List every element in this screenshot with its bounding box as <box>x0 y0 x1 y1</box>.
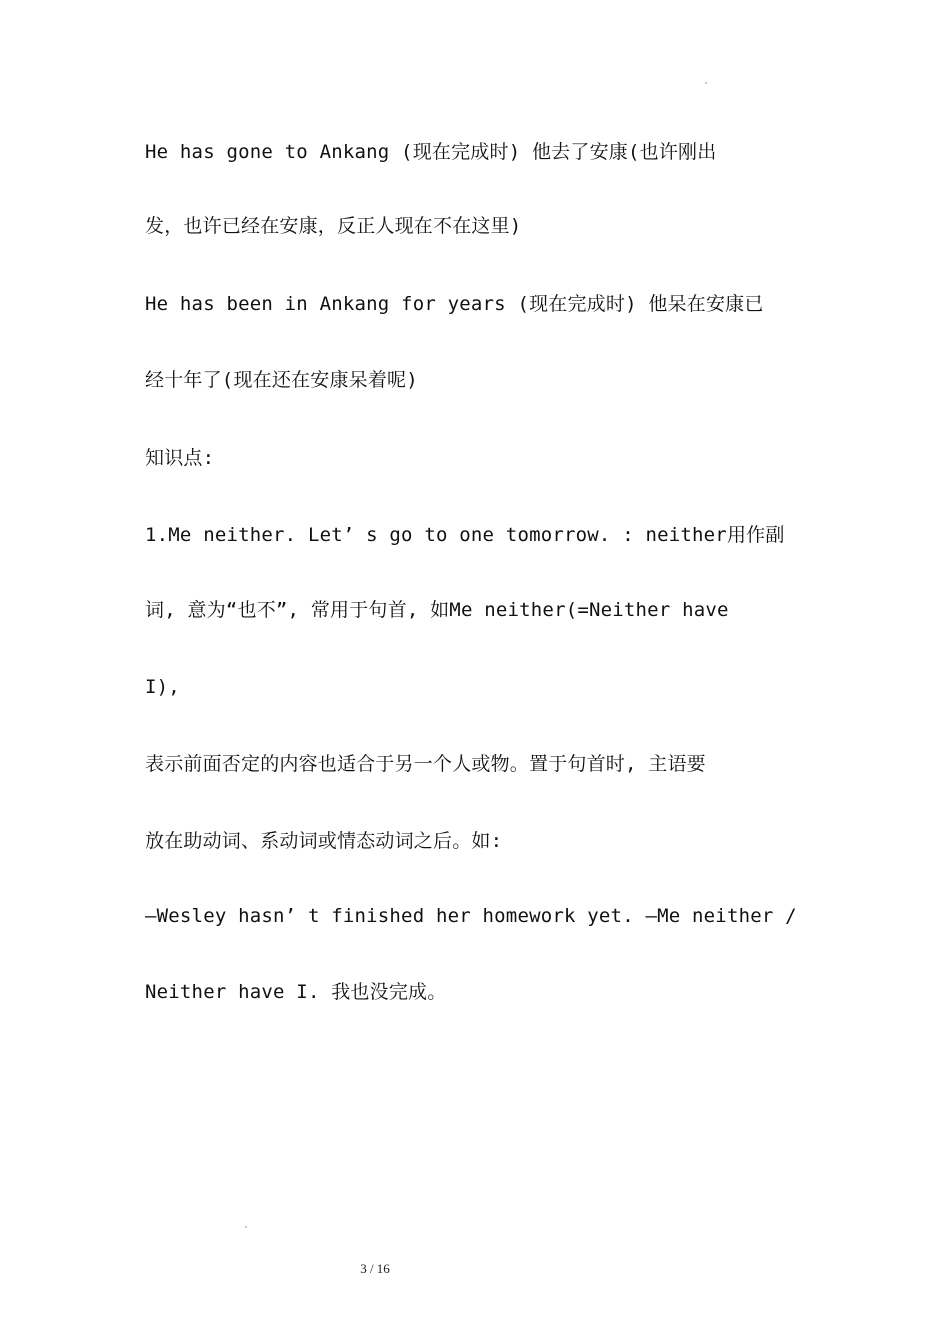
example-dialogue-line-1: —Wesley hasn’ t finished her homework yet. —Me neither / <box>145 905 797 927</box>
page-number: 3 / 16 <box>360 1261 390 1276</box>
text-line-7: 词, 意为“也不”, 常用于句首, 如Me neither(=Neither have <box>145 599 729 621</box>
text-line-9: 表示前面否定的内容也适合于另一个人或物。置于句首时, 主语要 <box>145 753 706 775</box>
text-line-8: I), <box>145 676 180 698</box>
scan-speck <box>245 1226 247 1228</box>
scan-speck <box>705 82 707 84</box>
text-line-1: He has gone to Ankang (现在完成时) 他去了安康(也许刚出 <box>145 141 717 163</box>
text-line-10: 放在助动词、系动词或情态动词之后。如: <box>145 830 503 852</box>
example-dialogue-line-2: Neither have I. 我也没完成。 <box>145 981 447 1003</box>
knowledge-points-heading: 知识点: <box>145 447 215 469</box>
text-line-6: 1.Me neither. Let’ s go to one tomorrow. : neither用作副 <box>145 524 785 546</box>
text-line-3: He has been in Ankang for years (现在完成时) 他呆在安康已 <box>145 293 764 315</box>
text-line-2: 发，也许已经在安康，反正人现在不在这里) <box>145 215 522 237</box>
text-line-4: 经十年了(现在还在安康呆着呢) <box>145 369 418 391</box>
